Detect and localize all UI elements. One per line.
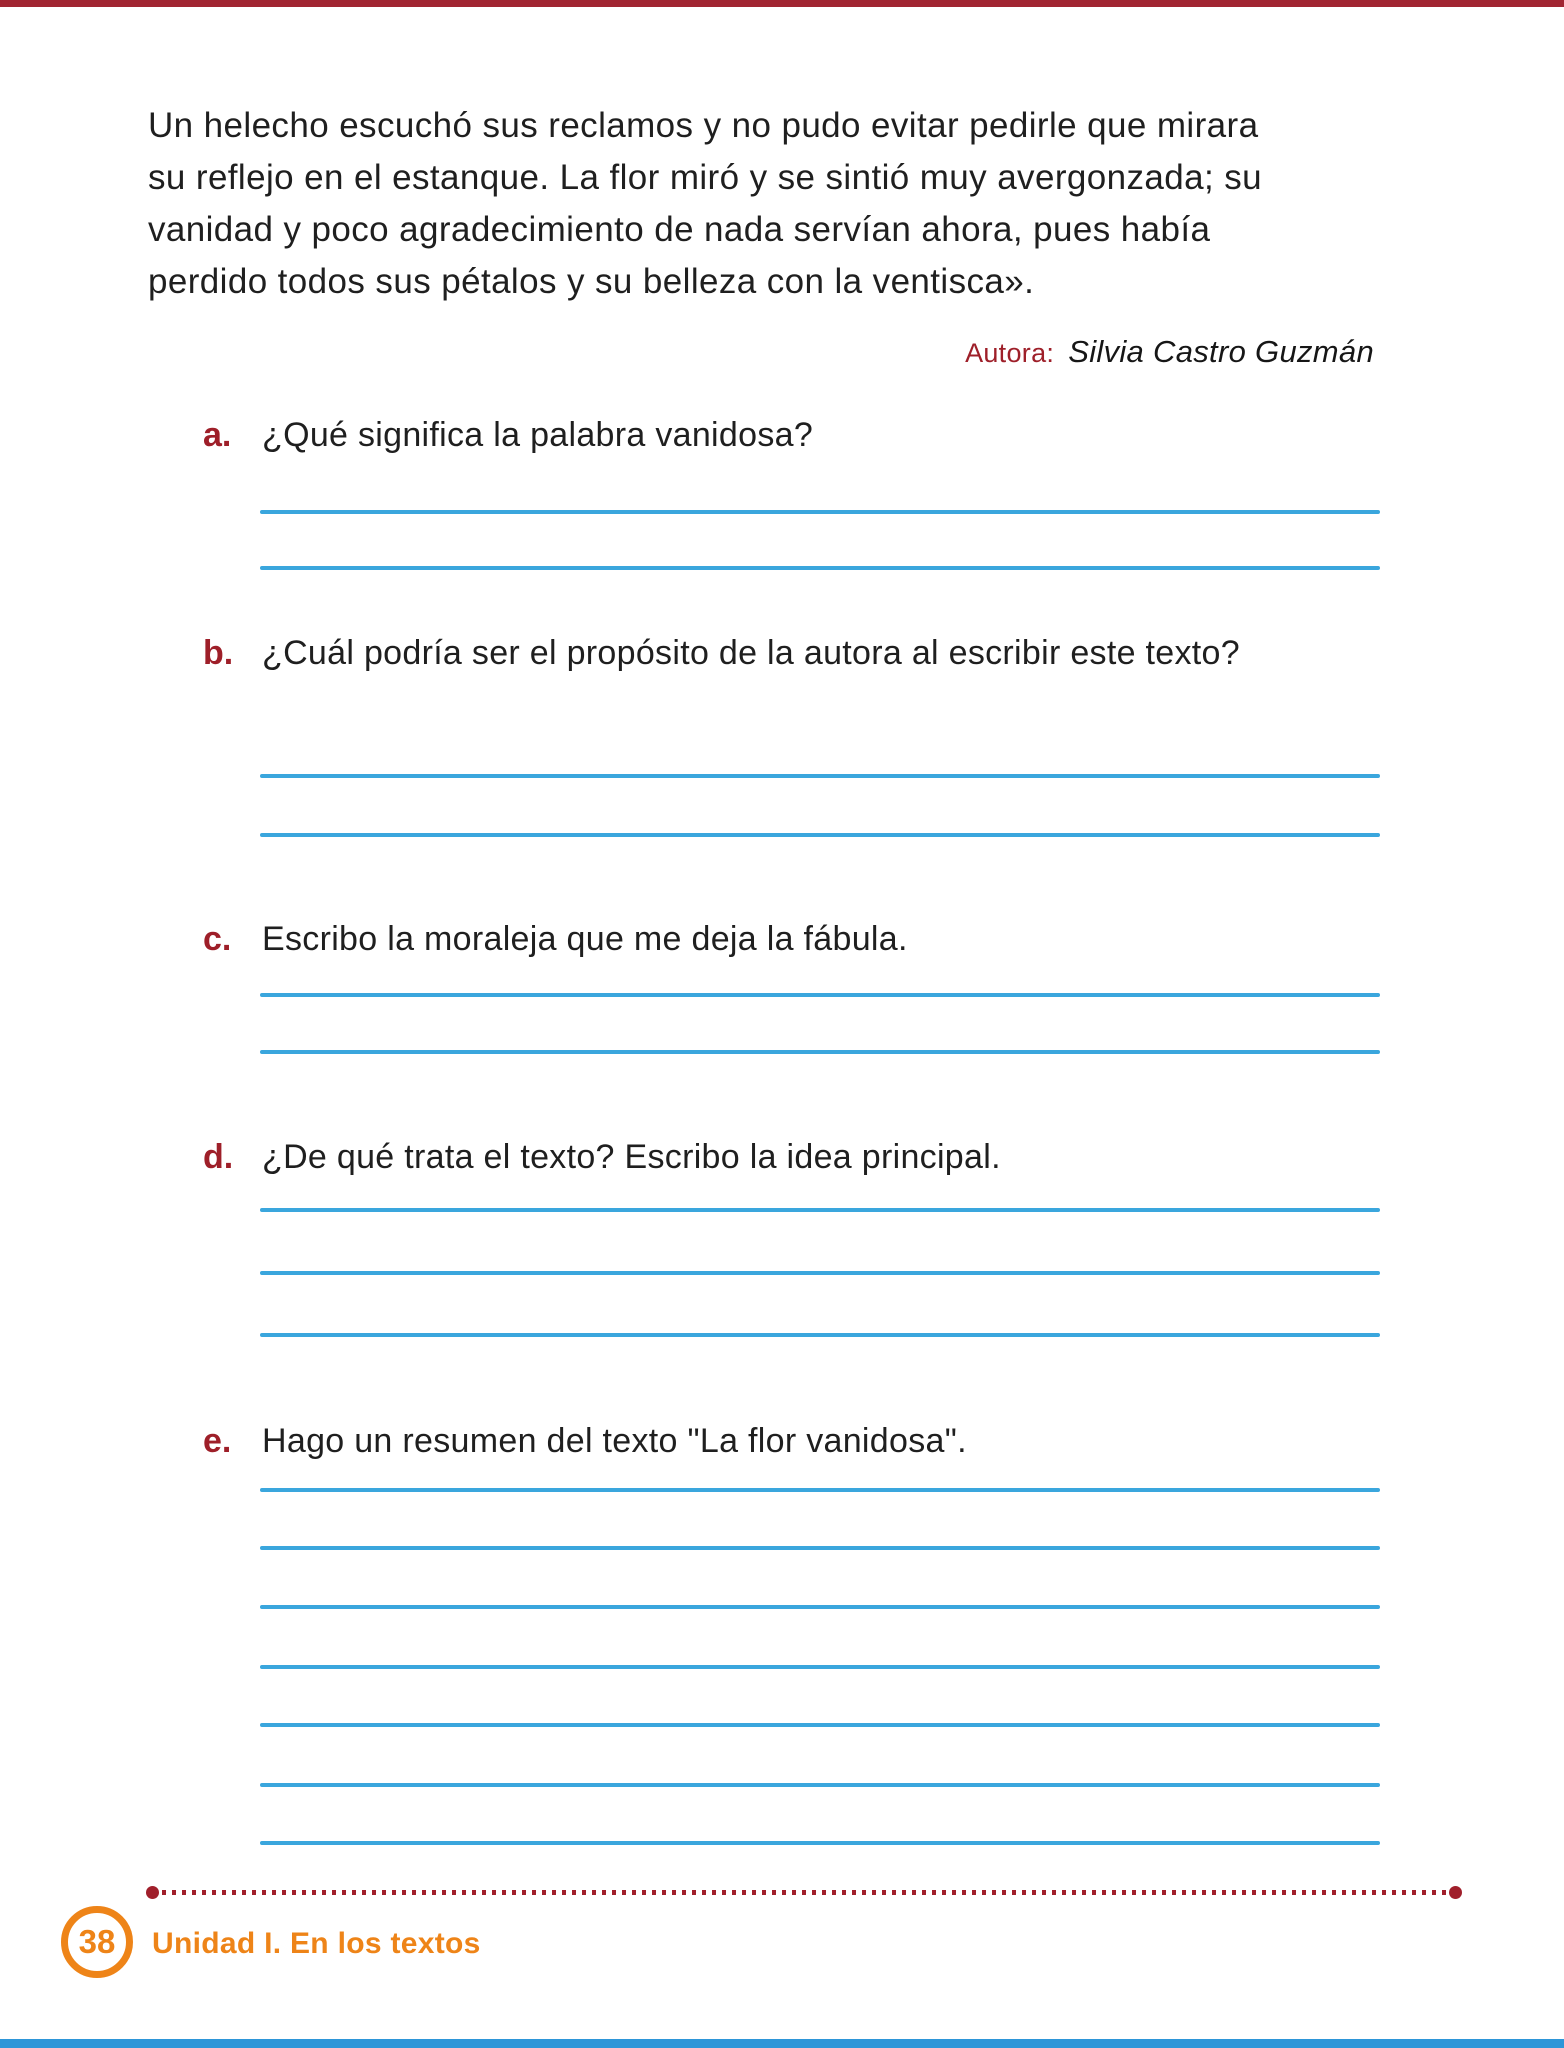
- answer-line: [260, 1665, 1380, 1669]
- answer-line: [260, 1050, 1380, 1054]
- answer-line: [260, 1333, 1380, 1337]
- divider-left-dot: [146, 1886, 159, 1899]
- divider-right-dot: [1449, 1886, 1462, 1899]
- story-line: su reflejo en el estanque. La flor miró y se sintió muy avergonzada; su: [148, 158, 1262, 197]
- question-a-text: ¿Qué significa la palabra vanidosa?: [262, 416, 814, 454]
- divider-dotted-line: [162, 1890, 1446, 1895]
- question-b: [203, 626, 1322, 680]
- story-line: perdido todos sus pétalos y su belleza con la ventisca».: [148, 262, 1035, 301]
- top-edge-bar: [0, 0, 1564, 7]
- question-a-letter: a.: [203, 416, 232, 454]
- question-a: [203, 408, 813, 462]
- question-e-letter: e.: [203, 1422, 232, 1460]
- question-b-letter: b.: [203, 634, 234, 672]
- question-c: [203, 912, 908, 966]
- story-paragraph: [148, 100, 1428, 308]
- question-d-letter: d.: [203, 1138, 234, 1176]
- answer-line: [260, 1841, 1380, 1845]
- story-line: vanidad y poco agradecimiento de nada servían ahora, pues había: [148, 210, 1211, 249]
- answer-line: [260, 510, 1380, 514]
- question-c-letter: c.: [203, 920, 232, 958]
- answer-line: [260, 1208, 1380, 1212]
- answer-line: [260, 774, 1380, 778]
- page-number: 38: [78, 1923, 116, 1960]
- author-label: Autora:: [965, 338, 1055, 368]
- question-d: [203, 1130, 1001, 1184]
- story-line: Un helecho escuchó sus reclamos y no pudo evitar pedirle que mirara: [148, 106, 1259, 145]
- answer-line: [260, 1488, 1380, 1492]
- answer-line: [260, 1605, 1380, 1609]
- author-attribution: [148, 334, 1374, 370]
- answer-line: [260, 833, 1380, 837]
- answer-line: [260, 566, 1380, 570]
- page-number-badge: [61, 1906, 133, 1978]
- question-c-text: Escribo la moraleja que me deja la fábula.: [262, 920, 908, 958]
- question-e-text: Hago un resumen del texto "La flor vanidosa".: [262, 1422, 967, 1460]
- answer-line: [260, 1723, 1380, 1727]
- question-e: [203, 1414, 967, 1468]
- answer-line: [260, 1271, 1380, 1275]
- answer-line: [260, 993, 1380, 997]
- question-b-text: ¿Cuál podría ser el propósito de la autora al escribir este texto?: [262, 634, 1240, 672]
- answer-line: [260, 1783, 1380, 1787]
- answer-line: [260, 1546, 1380, 1550]
- author-name: Silvia Castro Guzmán: [1068, 334, 1374, 369]
- bottom-edge-bar: [0, 2039, 1564, 2048]
- question-d-text: ¿De qué trata el texto? Escribo la idea principal.: [262, 1138, 1001, 1176]
- footer-dotted-divider: [146, 1886, 1462, 1899]
- footer-unit-label: Unidad I. En los textos: [152, 1927, 481, 1960]
